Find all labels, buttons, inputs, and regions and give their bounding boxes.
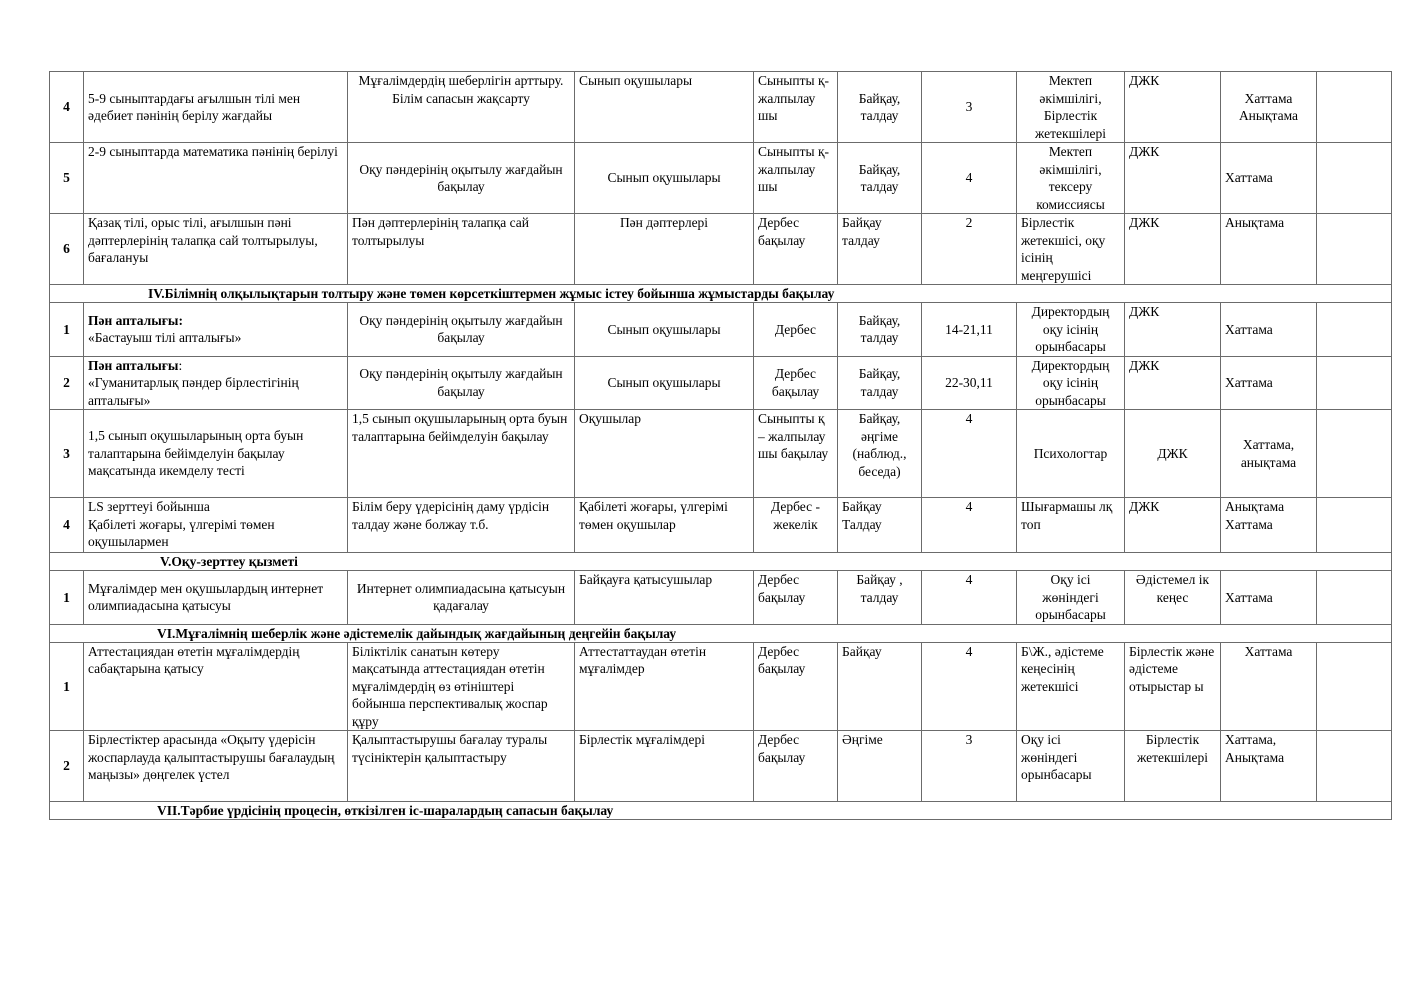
note-cell: [1317, 571, 1392, 625]
result-cell: Хаттама: [1221, 143, 1317, 214]
table-row: [50, 72, 1392, 143]
term-cell: 4: [922, 498, 1017, 553]
type-cell: Дербес - жекелік: [754, 498, 838, 553]
type-cell: Сыныпты қ – жалпылау шы бақылау: [754, 410, 838, 498]
place-cell: ДЖК: [1125, 498, 1221, 553]
topic-cell: 5-9 сыныптардағы ағылшын тілі мен әдебиет пәнінің берілу жағдайы: [84, 72, 348, 143]
result-cell: Хаттама: [1221, 303, 1317, 357]
responsible-cell: Мектеп әкімшілігі, Бірлестік жетекшілері: [1017, 72, 1125, 143]
method-cell: Әңгіме: [838, 731, 922, 802]
table-row: [50, 356, 1392, 410]
section-row: [50, 802, 1392, 820]
responsible-cell: Оқу ісі жөніндегі орынбасары: [1017, 731, 1125, 802]
row-number: 5: [50, 143, 84, 214]
term-cell: 14-21,11: [922, 303, 1017, 357]
type-cell: Дербес бақылау: [754, 731, 838, 802]
object-cell: Пән дәптерлері: [575, 214, 754, 285]
term-cell: 3: [922, 731, 1017, 802]
row-number: 1: [50, 642, 84, 731]
result-cell: Хаттама, анықтама: [1221, 410, 1317, 498]
goal-cell: Оқу пәндерінің оқытылу жағдайын бақылау: [348, 356, 575, 410]
topic-cell: Пән апталығы: «Бастауыш тілі апталығы»: [84, 303, 348, 357]
goal-cell: Білім беру үдерісінің даму үрдісін талдау және болжау т.б.: [348, 498, 575, 553]
place-cell: ДЖК: [1125, 214, 1221, 285]
topic-cell: LS зерттеуі бойынша Қабілеті жоғары, үлгерімі төмен оқушылармен: [84, 498, 348, 553]
term-cell: 4: [922, 410, 1017, 498]
responsible-cell: Психологтар: [1017, 410, 1125, 498]
method-cell: Байқау, талдау: [838, 143, 922, 214]
goal-cell: Оқу пәндерінің оқытылу жағдайын бақылау: [348, 143, 575, 214]
place-cell: Бірлестік жетекшілері: [1125, 731, 1221, 802]
topic-cell: 1,5 сынып оқушыларының орта буын талаптарына бейімделуін бақылау мақсатында икемделу тесті: [84, 410, 348, 498]
note-cell: [1317, 498, 1392, 553]
table-row: [50, 410, 1392, 498]
place-cell: Әдістемел ік кеңес: [1125, 571, 1221, 625]
term-cell: 22-30,11: [922, 356, 1017, 410]
object-cell: Сынып оқушылары: [575, 356, 754, 410]
row-number: 4: [50, 498, 84, 553]
row-number: 4: [50, 72, 84, 143]
responsible-cell: Б\Ж., әдістеме кеңесінің жетекшісі: [1017, 642, 1125, 731]
term-cell: 4: [922, 143, 1017, 214]
note-cell: [1317, 356, 1392, 410]
type-cell: Дербес бақылау: [754, 571, 838, 625]
table-row: [50, 731, 1392, 802]
place-cell: Бірлестік және әдістеме отырыстар ы: [1125, 642, 1221, 731]
object-cell: Байқауға қатысушылар: [575, 571, 754, 625]
method-cell: Байқау талдау: [838, 214, 922, 285]
goal-cell: Мұғалімдердің шеберлігін арттыру. Білім сапасын жақсарту: [348, 72, 575, 143]
table-row: [50, 303, 1392, 357]
term-cell: 4: [922, 642, 1017, 731]
result-cell: Хаттама: [1221, 642, 1317, 731]
row-number: 2: [50, 731, 84, 802]
goal-cell: Интернет олимпиадасына қатысуын қадағалау: [348, 571, 575, 625]
place-cell: ДЖК: [1125, 303, 1221, 357]
result-cell: Хаттама: [1221, 571, 1317, 625]
method-cell: Байқау, талдау: [838, 303, 922, 357]
row-number: 6: [50, 214, 84, 285]
responsible-cell: Оқу ісі жөніндегі орынбасары: [1017, 571, 1125, 625]
section-heading: V.Оқу-зерттеу қызметі: [50, 553, 1392, 571]
note-cell: [1317, 410, 1392, 498]
type-cell: Дербес бақылау: [754, 642, 838, 731]
goal-cell: 1,5 сынып оқушыларының орта буын талаптарына бейімделуін бақылау: [348, 410, 575, 498]
table-row: [50, 642, 1392, 731]
object-cell: Сынып оқушылары: [575, 72, 754, 143]
topic-cell: Қазақ тілі, орыс тілі, ағылшын пәні дәптерлерінің талапқа сай толтырылуы, бағалануы: [84, 214, 348, 285]
method-cell: Байқау, әңгіме (наблюд., беседа): [838, 410, 922, 498]
goal-cell: Біліктілік санатын көтеру мақсатында аттестациядан өтетін мұғалімдердің өз өтініштері бойынша перспективалық жоспар құру: [348, 642, 575, 731]
row-number: 1: [50, 303, 84, 357]
table-row: [50, 571, 1392, 625]
goal-cell: Пән дәптерлерінің талапқа сай толтырылуы: [348, 214, 575, 285]
goal-cell: Қалыптастырушы бағалау туралы түсініктерін қалыптастыру: [348, 731, 575, 802]
type-cell: Дербес бақылау: [754, 214, 838, 285]
topic-cell: Пән апталығы: «Гуманитарлық пәндер бірлестігінің апталығы»: [84, 356, 348, 410]
type-cell: Сыныпты қ-жалпылау шы: [754, 72, 838, 143]
topic-cell: Мұғалімдер мен оқушылардың интернет олимпиадасына қатысуы: [84, 571, 348, 625]
note-cell: [1317, 72, 1392, 143]
section-heading: IV.Білімнің олқылықтарын толтыру және төмен көрсеткіштермен жұмыс істеу бойынша жұмыстарды бақылау: [50, 285, 1392, 303]
term-cell: 4: [922, 571, 1017, 625]
result-cell: Анықтама: [1221, 214, 1317, 285]
object-cell: Сынып оқушылары: [575, 143, 754, 214]
note-cell: [1317, 731, 1392, 802]
result-cell: Анықтама Хаттама: [1221, 498, 1317, 553]
topic-cell: Бірлестіктер арасында «Оқыту үдерісін жоспарлауда қалыптастырушы бағалаудың маңызы» дөңгелек үстел: [84, 731, 348, 802]
responsible-cell: Директордың оқу ісінің орынбасары: [1017, 303, 1125, 357]
note-cell: [1317, 214, 1392, 285]
row-number: 3: [50, 410, 84, 498]
control-plan-table: [49, 71, 1392, 820]
type-cell: Дербес: [754, 303, 838, 357]
note-cell: [1317, 303, 1392, 357]
object-cell: Қабілеті жоғары, үлгерімі төмен оқушылар: [575, 498, 754, 553]
goal-cell: Оқу пәндерінің оқытылу жағдайын бақылау: [348, 303, 575, 357]
place-cell: ДЖК: [1125, 410, 1221, 498]
result-cell: Хаттама: [1221, 356, 1317, 410]
row-number: 1: [50, 571, 84, 625]
place-cell: ДЖК: [1125, 356, 1221, 410]
place-cell: ДЖК: [1125, 72, 1221, 143]
object-cell: Бірлестік мұғалімдері: [575, 731, 754, 802]
section-row: [50, 553, 1392, 571]
place-cell: ДЖК: [1125, 143, 1221, 214]
result-cell: Хаттама, Анықтама: [1221, 731, 1317, 802]
term-cell: 3: [922, 72, 1017, 143]
term-cell: 2: [922, 214, 1017, 285]
note-cell: [1317, 642, 1392, 731]
document-page: [49, 71, 1391, 820]
table-row: [50, 143, 1392, 214]
object-cell: Аттестаттаудан өтетін мұғалімдер: [575, 642, 754, 731]
method-cell: Байқау Талдау: [838, 498, 922, 553]
object-cell: Оқушылар: [575, 410, 754, 498]
section-heading: VII.Тәрбие үрдісінің процесін, өткізілген іс-шаралардың сапасын бақылау: [50, 802, 1392, 820]
table-row: [50, 214, 1392, 285]
method-cell: Байқау: [838, 642, 922, 731]
method-cell: Байқау , талдау: [838, 571, 922, 625]
topic-cell: Аттестациядан өтетін мұғалімдердің сабақтарына қатысу: [84, 642, 348, 731]
type-cell: Сыныпты қ-жалпылау шы: [754, 143, 838, 214]
row-number: 2: [50, 356, 84, 410]
section-row: [50, 285, 1392, 303]
section-heading: VI.Мұғалімнің шеберлік және әдістемелік дайындық жағдайының деңгейін бақылау: [50, 624, 1392, 642]
method-cell: Байқау, талдау: [838, 72, 922, 143]
topic-cell: 2-9 сыныптарда математика пәнінің берілуі: [84, 143, 348, 214]
object-cell: Сынып оқушылары: [575, 303, 754, 357]
responsible-cell: Мектеп әкімшілігі, тексеру комиссиясы: [1017, 143, 1125, 214]
result-cell: Хаттама Анықтама: [1221, 72, 1317, 143]
responsible-cell: Бірлестік жетекшісі, оқу ісінің меңгерушісі: [1017, 214, 1125, 285]
section-row: [50, 624, 1392, 642]
method-cell: Байқау, талдау: [838, 356, 922, 410]
responsible-cell: Шығармашы лқ топ: [1017, 498, 1125, 553]
table-row: [50, 498, 1392, 553]
note-cell: [1317, 143, 1392, 214]
responsible-cell: Директордың оқу ісінің орынбасары: [1017, 356, 1125, 410]
type-cell: Дербес бақылау: [754, 356, 838, 410]
